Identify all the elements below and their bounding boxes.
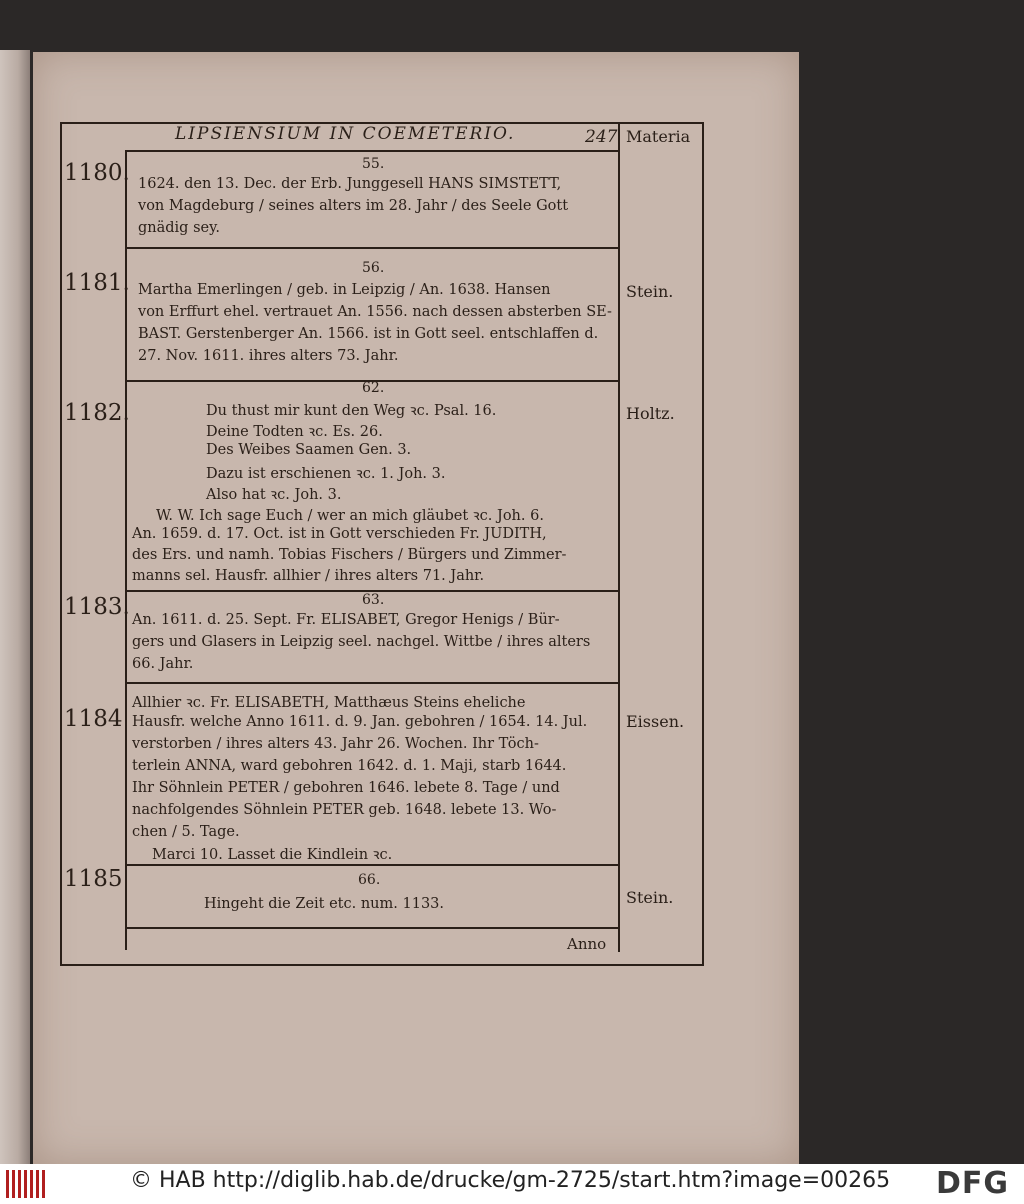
entry-line: Marci 10. Lasset die Kindlein ꝛc. (152, 847, 393, 863)
entry-number: 1185 (64, 866, 123, 892)
margin-heading: Materia (626, 127, 691, 146)
entry-line: Dazu ist erschienen ꝛc. 1. Joh. 3. (206, 466, 446, 482)
entry-line: nachfolgendes Söhnlein PETER geb. 1648. lebete 13. Wo- (132, 802, 557, 818)
entry-line: gnädig sey. (138, 220, 220, 236)
entry-line: des Ers. und namh. Tobias Fischers / Bürgers und Zimmer- (132, 547, 567, 563)
entry-line: terlein ANNA, ward gebohren 1642. d. 1. Maji, starb 1644. (132, 758, 567, 774)
previous-page-edge (0, 50, 30, 1180)
material-note: Stein. (626, 282, 674, 301)
rule-header (125, 150, 619, 152)
entry-line: 1624. den 13. Dec. der Erb. Junggesell HANS SIMSTETT, (138, 176, 562, 192)
entry-line: 66. Jahr. (132, 656, 194, 672)
entry-line: Du thust mir kunt den Weg ꝛc. Psal. 16. (206, 403, 497, 419)
entry-line: von Erffurt ehel. vertrauet An. 1556. nach dessen absterben SE- (138, 304, 612, 320)
entry-line: Des Weibes Saamen Gen. 3. (206, 442, 412, 458)
entry-line: Ihr Söhnlein PETER / gebohren 1646. lebete 8. Tage / und (132, 780, 560, 796)
catchword: Anno (567, 935, 607, 953)
entry-number: 1183. (64, 594, 130, 620)
entry-line: Hausfr. welche Anno 1611. d. 9. Jan. gebohren / 1654. 14. Jul. (132, 714, 588, 730)
entry-line: Also hat ꝛc. Joh. 3. (206, 487, 342, 503)
entry-number: 1181. (64, 270, 130, 296)
rule-1180 (125, 247, 619, 249)
dfg-logo: DFG (936, 1166, 1010, 1201)
epitaph-number: 55. (362, 156, 385, 172)
entry-line: W. W. Ich sage Euch / wer an mich gläubet ꝛc. Joh. 6. (156, 508, 544, 524)
credit-link[interactable]: © HAB http://diglib.hab.de/drucke/gm-2725/start.htm?image=00265 (130, 1168, 891, 1193)
entry-line: verstorben / ihres alters 43. Jahr 26. Wochen. Ihr Töch- (132, 736, 539, 752)
entry-number: 1184 (64, 706, 123, 732)
material-note: Eissen. (626, 712, 685, 731)
running-title: LIPSIENSIUM IN COEMETERIO. (175, 124, 516, 144)
footer-bar (0, 1164, 1024, 1204)
rule-1185 (125, 927, 619, 929)
page-number: 247 (585, 127, 618, 147)
entry-line: Deine Todten ꝛc. Es. 26. (206, 424, 383, 440)
entry-line: BAST. Gerstenberger An. 1566. ist in Gott seel. entschlaffen d. (138, 326, 599, 342)
entry-line: von Magdeburg / seines alters im 28. Jahr / des Seele Gott (138, 198, 569, 214)
hab-logo-icon (6, 1170, 46, 1198)
epitaph-number: 56. (362, 260, 385, 276)
entry-line: An. 1659. d. 17. Oct. ist in Gott verschieden Fr. JUDITH, (132, 526, 547, 542)
epitaph-number: 62. (362, 380, 385, 396)
entry-line: Hingeht die Zeit etc. num. 1133. (204, 896, 445, 912)
material-note: Stein. (626, 888, 674, 907)
entry-line: chen / 5. Tage. (132, 824, 240, 840)
entry-line: An. 1611. d. 25. Sept. Fr. ELISABET, Gregor Henigs / Bür- (132, 612, 560, 628)
entry-line: 27. Nov. 1611. ihres alters 73. Jahr. (138, 348, 399, 364)
entry-number: 1180. (64, 160, 130, 186)
entry-line: Martha Emerlingen / geb. in Leipzig / An. 1638. Hansen (138, 282, 551, 298)
rule-1183 (125, 682, 619, 684)
entry-line: gers und Glasers in Leipzig seel. nachgel. Wittbe / ihres alters (132, 634, 591, 650)
material-note: Holtz. (626, 404, 675, 423)
entry-line: Allhier ꝛc. Fr. ELISABETH, Matthæus Steins eheliche (132, 695, 526, 711)
entry-line: manns sel. Hausfr. allhier / ihres alters 71. Jahr. (132, 568, 485, 584)
epitaph-number: 66. (358, 872, 381, 888)
entry-number: 1182. (64, 400, 130, 426)
epitaph-number: 63. (362, 592, 385, 608)
rule-1184 (125, 864, 619, 866)
